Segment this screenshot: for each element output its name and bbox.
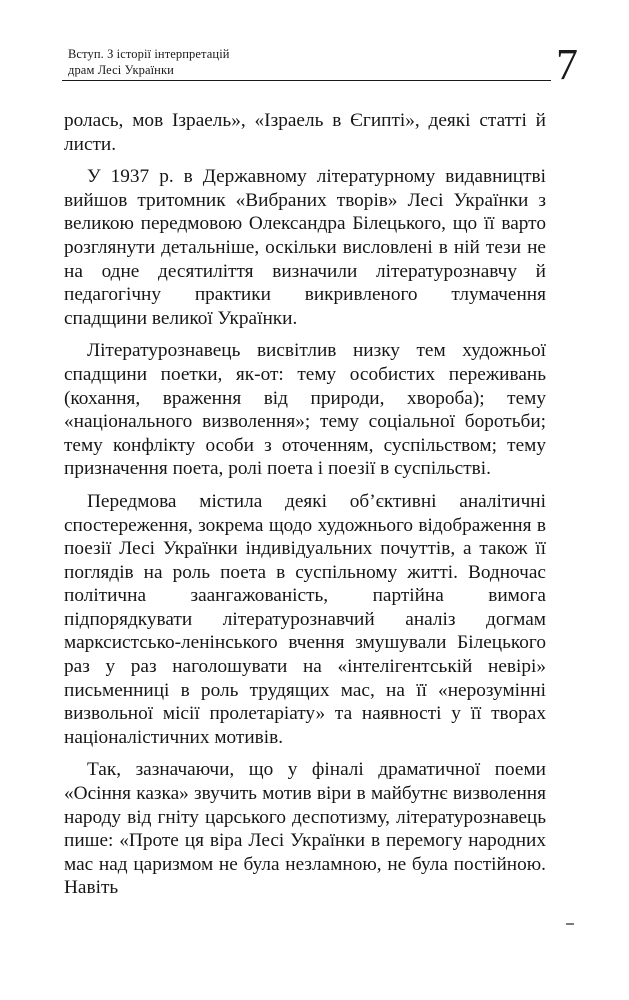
margin-mark — [566, 923, 574, 925]
running-head-line-2: драм Лесі Українки — [68, 63, 174, 77]
body-text — [64, 109, 546, 909]
page-number: 7 — [556, 40, 578, 89]
running-head-line-1: Вступ. З історії інтерпретацій — [68, 47, 230, 61]
paragraph-4: Передмова містила деякі об’єктивні аналітичні спостереження, зокрема щодо художнього відображення в поезії Лесі Українки індивідуальних почуттів, а також її поглядів на роль поета в суспільному житті. Водночас політична заангажованість, партійна вимога підпорядкувати літературознавчий аналіз догмам марксистсько-ленінського вчення змушували Білецького раз у раз наголошувати на «інтелігентській невірі» письменниці в роль трудящих мас, на її «нерозумінні визвольної місії пролетаріату» та наявності у її творах націоналістичних мотивів. — [64, 490, 546, 748]
running-head — [68, 46, 548, 78]
paragraph-3: Літературознавець висвітлив низку тем художньої спадщини поетки, як-от: тему особистих переживань (кохання, враження від природи, хвороба); тему «національного визволення»; тему соціальної боротьби; тему конфлікту особи з оточенням, суспільством; тему призначення поета, ролі поета і поезії в суспільстві. — [64, 340, 546, 480]
paragraph-1: ролась, мов Ізраель», «Ізраель в Єгипті», деякі статті й листи. — [64, 110, 546, 155]
paragraph-5: Так, зазначаючи, що у фіналі драматичної поеми «Осіння казка» звучить мотив віри в майбутнє визволення народу від гніту царського деспотизму, літературознавець пише: «Проте ця віра Лесі Українки в перемогу народних мас над царизмом не була незламною, не була постійною. Навіть — [64, 759, 546, 899]
header-rule — [62, 80, 551, 81]
paragraph-2: У 1937 р. в Державному літературному видавництві вийшов тритомник «Вибраних творів» Лесі Українки з великою передмовою Олександра Білецького, що її варто розглянути детальніше, оскільки висловлені в ній тези не на одне десятиліття визначили літературознавчу й педагогічну практики викривленого тлумачення спадщини великої Українки. — [64, 166, 546, 329]
